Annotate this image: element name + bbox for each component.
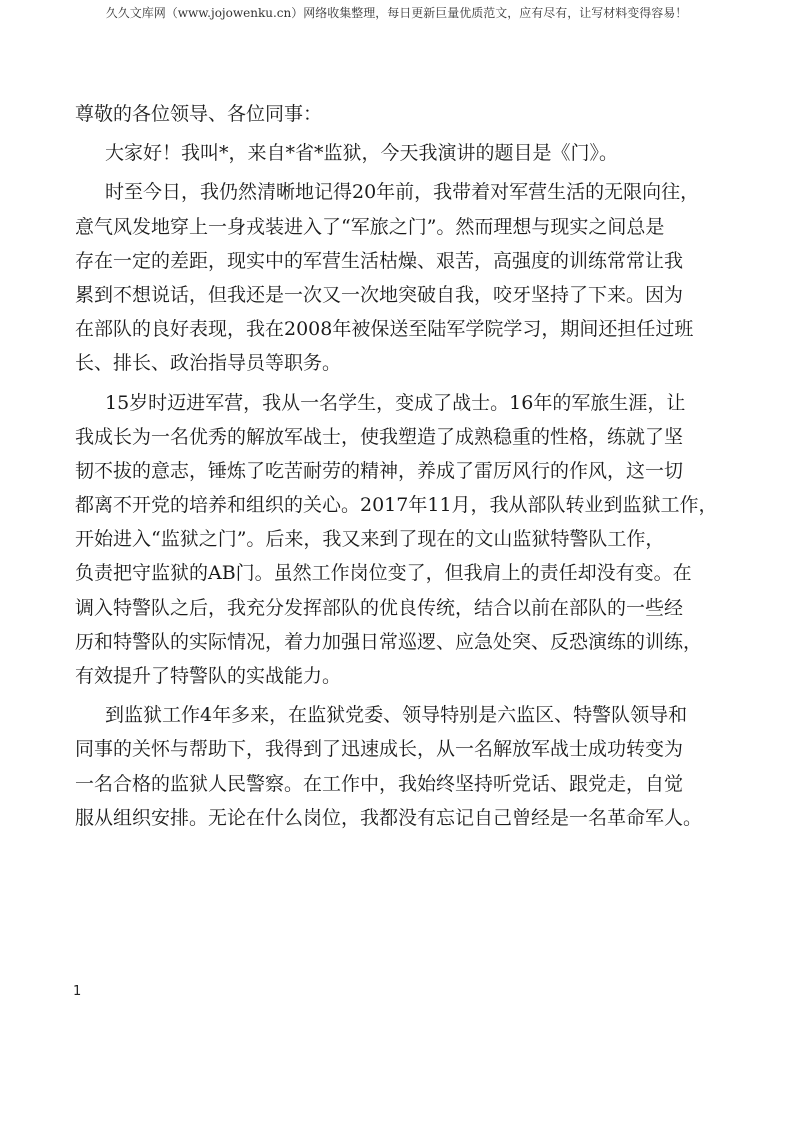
paragraph-line: 意气风发地穿上一身戎装进入了“军旅之门”。然而理想与现实之间总是 bbox=[75, 215, 665, 238]
page-number: 1 bbox=[73, 984, 82, 999]
paragraph-line: 时至今日，我仍然清晰地记得20年前，我带着对军营生活的无限向往， bbox=[105, 181, 700, 204]
paragraph-line: 历和特警队的实际情况，着力加强日常巡逻、应急处突、反恐演练的训练， bbox=[75, 630, 703, 653]
paragraph-line: 负责把守监狱的AB门。虽然工作岗位变了，但我肩上的责任却没有变。在 bbox=[75, 562, 692, 585]
paragraph-line: 长、排长、政治指导员等职务。 bbox=[75, 352, 342, 375]
paragraph-line: 15岁时迈进军营，我从一名学生，变成了战士。16年的军旅生涯，让 bbox=[105, 391, 686, 414]
greeting-line: 大家好！我叫*，来自*省*监狱，今天我演讲的题目是《门》。 bbox=[105, 142, 619, 165]
paragraph-line: 我成长为一名优秀的解放军战士，使我塑造了成熟稳重的性格，练就了坚 bbox=[75, 425, 684, 448]
paragraph-line: 同事的关怀与帮助下，我得到了迅速成长，从一名解放军战士成功转变为 bbox=[75, 738, 684, 761]
paragraph-line: 累到不想说话，但我还是一次又一次地突破自我，咬牙坚持了下来。因为 bbox=[75, 283, 684, 306]
paragraph-line: 在部队的良好表现，我在2008年被保送至陆军学院学习，期间还担任过班 bbox=[75, 318, 694, 341]
document-body bbox=[75, 97, 725, 835]
paragraph-line: 存在一定的差距，现实中的军营生活枯燥、艰苦，高强度的训练常常让我 bbox=[75, 249, 684, 272]
paragraph-line: 调入特警队之后，我充分发挥部队的优良传统，结合以前在部队的一些经 bbox=[75, 596, 684, 619]
salutation-line: 尊敬的各位领导、各位同事： bbox=[75, 103, 323, 125]
paragraph-line: 一名合格的监狱人民警察。在工作中，我始终坚持听党话、跟党走，自觉 bbox=[75, 772, 684, 795]
paragraph-line: 都离不开党的培养和组织的关心。2017年11月，我从部队转业到监狱工作， bbox=[75, 494, 718, 517]
document-header-banner: 久久文库网（www.jojowenku.cn）网络收集整理，每日更新巨量优质范文，应有尽有，让写材料变得容易！ bbox=[105, 6, 688, 20]
paragraph-line: 韧不拔的意志，锤炼了吃苦耐劳的精神，养成了雷厉风行的作风，这一切 bbox=[75, 459, 684, 482]
paragraph-line: 到监狱工作4年多来，在监狱党委、领导特别是六监区、特警队领导和 bbox=[105, 704, 688, 727]
paragraph-line: 有效提升了特警队的实战能力。 bbox=[75, 665, 342, 687]
paragraph-line: 服从组织安排。无论在什么岗位，我都没有忘记自己曾经是一名革命军人。 bbox=[75, 806, 703, 829]
paragraph-line: 开始进入“监狱之门”。后来，我又来到了现在的文山监狱特警队工作， bbox=[75, 528, 665, 551]
